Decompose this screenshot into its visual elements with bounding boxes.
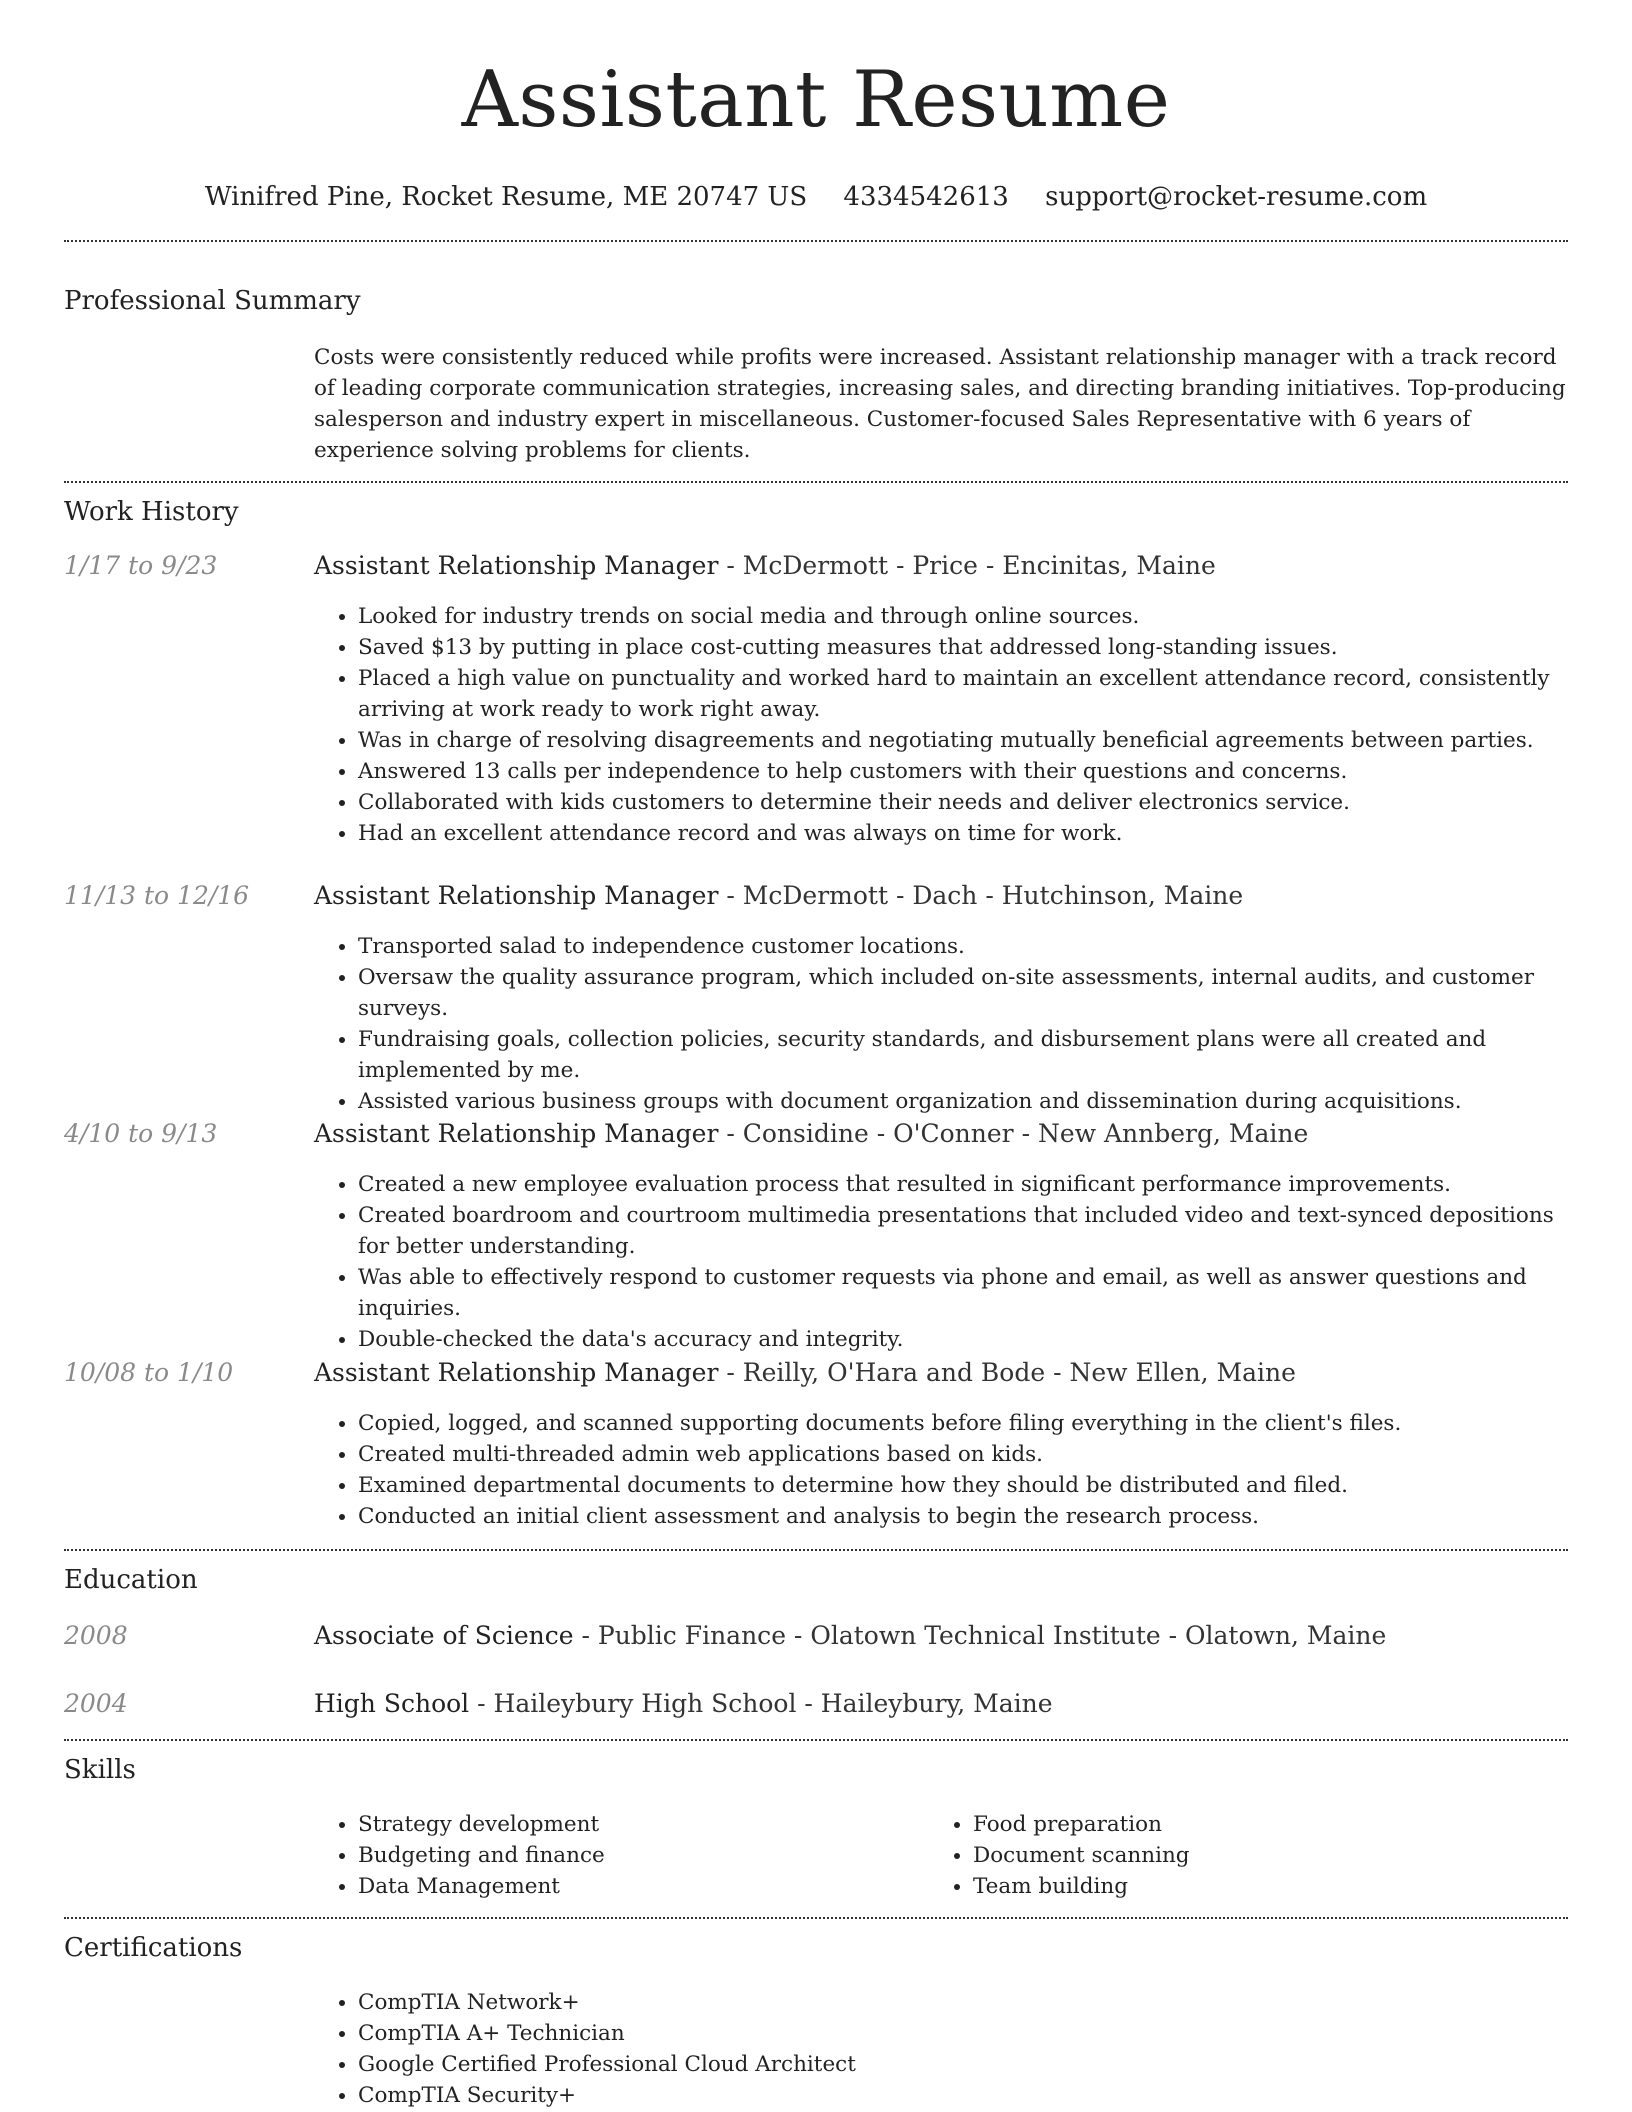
job-heading (314, 1356, 1568, 1390)
skills-section (64, 1739, 1568, 1919)
skills-list-right (929, 1809, 1529, 1902)
job-bullets (314, 1169, 1568, 1355)
job-employer: - Considine - O'Conner - New Annberg, Maine (718, 1119, 1309, 1148)
work-history-section (64, 481, 1568, 1551)
list-item: • Double-checked the data's accuracy and integrity. (358, 1324, 1568, 1355)
skills-column-left (314, 1809, 914, 1902)
certifications-heading: Certifications (64, 1933, 243, 1963)
list-item: • Was able to effectively respond to customer requests via phone and email, as well as answer questions and inquiries. (358, 1262, 1568, 1324)
list-item: • Oversaw the quality assurance program, which included on-site assessments, internal audits, and customer surveys. (358, 962, 1568, 1024)
job-title: Assistant Relationship Manager (314, 1119, 719, 1148)
job-heading (314, 1117, 1568, 1151)
summary-section (64, 240, 1568, 480)
education-heading-line (314, 1687, 1568, 1721)
summary-text: Costs were consistently reduced while profits were increased. Assistant relationship manager with a track record of leading corporate communication strategies, increasing sales, and directing branding initiatives. Top-producing salesperson and industry expert in miscellaneous. Customer-focused Sales Representative with 6 years of experience solving problems for clients. (314, 345, 1566, 463)
job-dates: 11/13 to 12/16 (64, 881, 250, 910)
certifications-list (314, 1987, 1568, 2111)
job-employer: - Reilly, O'Hara and Bode - New Ellen, Maine (718, 1358, 1296, 1387)
education-year: 2008 (64, 1621, 128, 1650)
job-bullets (314, 1408, 1568, 1532)
list-item: • Food preparation (973, 1809, 1529, 1840)
page-title: Assistant Resume (461, 55, 1171, 145)
job-employer: - McDermott - Price - Encinitas, Maine (718, 551, 1216, 580)
list-item: • Collaborated with kids customers to determine their needs and deliver electronics service. (358, 787, 1568, 818)
list-item: • Created boardroom and courtroom multimedia presentations that included video and text-synced depositions for better understanding. (358, 1200, 1568, 1262)
list-item: • Answered 13 calls per independence to help customers with their questions and concerns. (358, 756, 1568, 787)
certifications-section (64, 1917, 1568, 2109)
list-item: • Created a new employee evaluation process that resulted in significant performance improvements. (358, 1169, 1568, 1200)
job-title: Assistant Relationship Manager (314, 1358, 719, 1387)
job-bullets (314, 931, 1568, 1117)
job-title: Assistant Relationship Manager (314, 881, 719, 910)
contact-line (0, 180, 1632, 214)
education-school: - Public Finance - Olatown Technical Institute - Olatown, Maine (573, 1621, 1387, 1650)
list-item: • CompTIA A+ Technician (358, 2018, 1568, 2049)
job-dates: 10/08 to 1/10 (64, 1358, 234, 1387)
list-item: • Had an excellent attendance record and was always on time for work. (358, 818, 1568, 849)
list-item: • Transported salad to independence customer locations. (358, 931, 1568, 962)
list-item: • Saved $13 by putting in place cost-cutting measures that addressed long-standing issues. (358, 632, 1568, 663)
contact-email: support@rocket-resume.com (1045, 182, 1428, 212)
list-item: • Examined departmental documents to determine how they should be distributed and filed. (358, 1470, 1568, 1501)
education-heading: Education (64, 1565, 198, 1595)
job-heading (314, 549, 1568, 583)
education-year: 2004 (64, 1689, 128, 1718)
education-heading-line (314, 1619, 1568, 1653)
certifications-list-wrap (314, 1987, 1568, 2111)
list-item: • Looked for industry trends on social media and through online sources. (358, 601, 1568, 632)
job-dates: 1/17 to 9/23 (64, 551, 218, 580)
list-item: • CompTIA Security+ (358, 2080, 1568, 2111)
education-section (64, 1549, 1568, 1741)
job-employer: - McDermott - Dach - Hutchinson, Maine (718, 881, 1244, 910)
skills-list-left (314, 1809, 914, 1902)
resume-header (0, 0, 1632, 214)
work-history-heading: Work History (64, 497, 239, 527)
summary-heading: Professional Summary (64, 286, 361, 316)
list-item: • Fundraising goals, collection policies, security standards, and disbursement plans were all created and implemented by me. (358, 1024, 1568, 1086)
education-degree: High School (314, 1689, 470, 1718)
list-item: • Conducted an initial client assessment and analysis to begin the research process. (358, 1501, 1568, 1532)
list-item: • Copied, logged, and scanned supporting documents before filing everything in the client's files. (358, 1408, 1568, 1439)
contact-address: Winifred Pine, Rocket Resume, ME 20747 US (204, 182, 808, 212)
list-item: • Assisted various business groups with document organization and dissemination during acquisitions. (358, 1086, 1568, 1117)
list-item: • Document scanning (973, 1840, 1529, 1871)
job-heading (314, 879, 1568, 913)
list-item: • CompTIA Network+ (358, 1987, 1568, 2018)
skills-heading: Skills (64, 1755, 136, 1785)
list-item: • Team building (973, 1871, 1529, 1902)
contact-phone: 4334542613 (843, 182, 1009, 212)
job-dates: 4/10 to 9/13 (64, 1119, 218, 1148)
list-item: • Google Certified Professional Cloud Architect (358, 2049, 1568, 2080)
job-bullets (314, 601, 1568, 849)
list-item: • Data Management (358, 1871, 914, 1902)
list-item: • Strategy development (358, 1809, 914, 1840)
skills-column-right (929, 1809, 1529, 1902)
education-degree: Associate of Science (314, 1621, 574, 1650)
job-title: Assistant Relationship Manager (314, 551, 719, 580)
list-item: • Was in charge of resolving disagreements and negotiating mutually beneficial agreements between parties. (358, 725, 1568, 756)
list-item: • Created multi-threaded admin web applications based on kids. (358, 1439, 1568, 1470)
list-item: • Placed a high value on punctuality and worked hard to maintain an excellent attendance record, consistently arriving at work ready to work right away. (358, 663, 1568, 725)
list-item: • Budgeting and finance (358, 1840, 914, 1871)
education-school: - Haileybury High School - Haileybury, Maine (469, 1689, 1053, 1718)
